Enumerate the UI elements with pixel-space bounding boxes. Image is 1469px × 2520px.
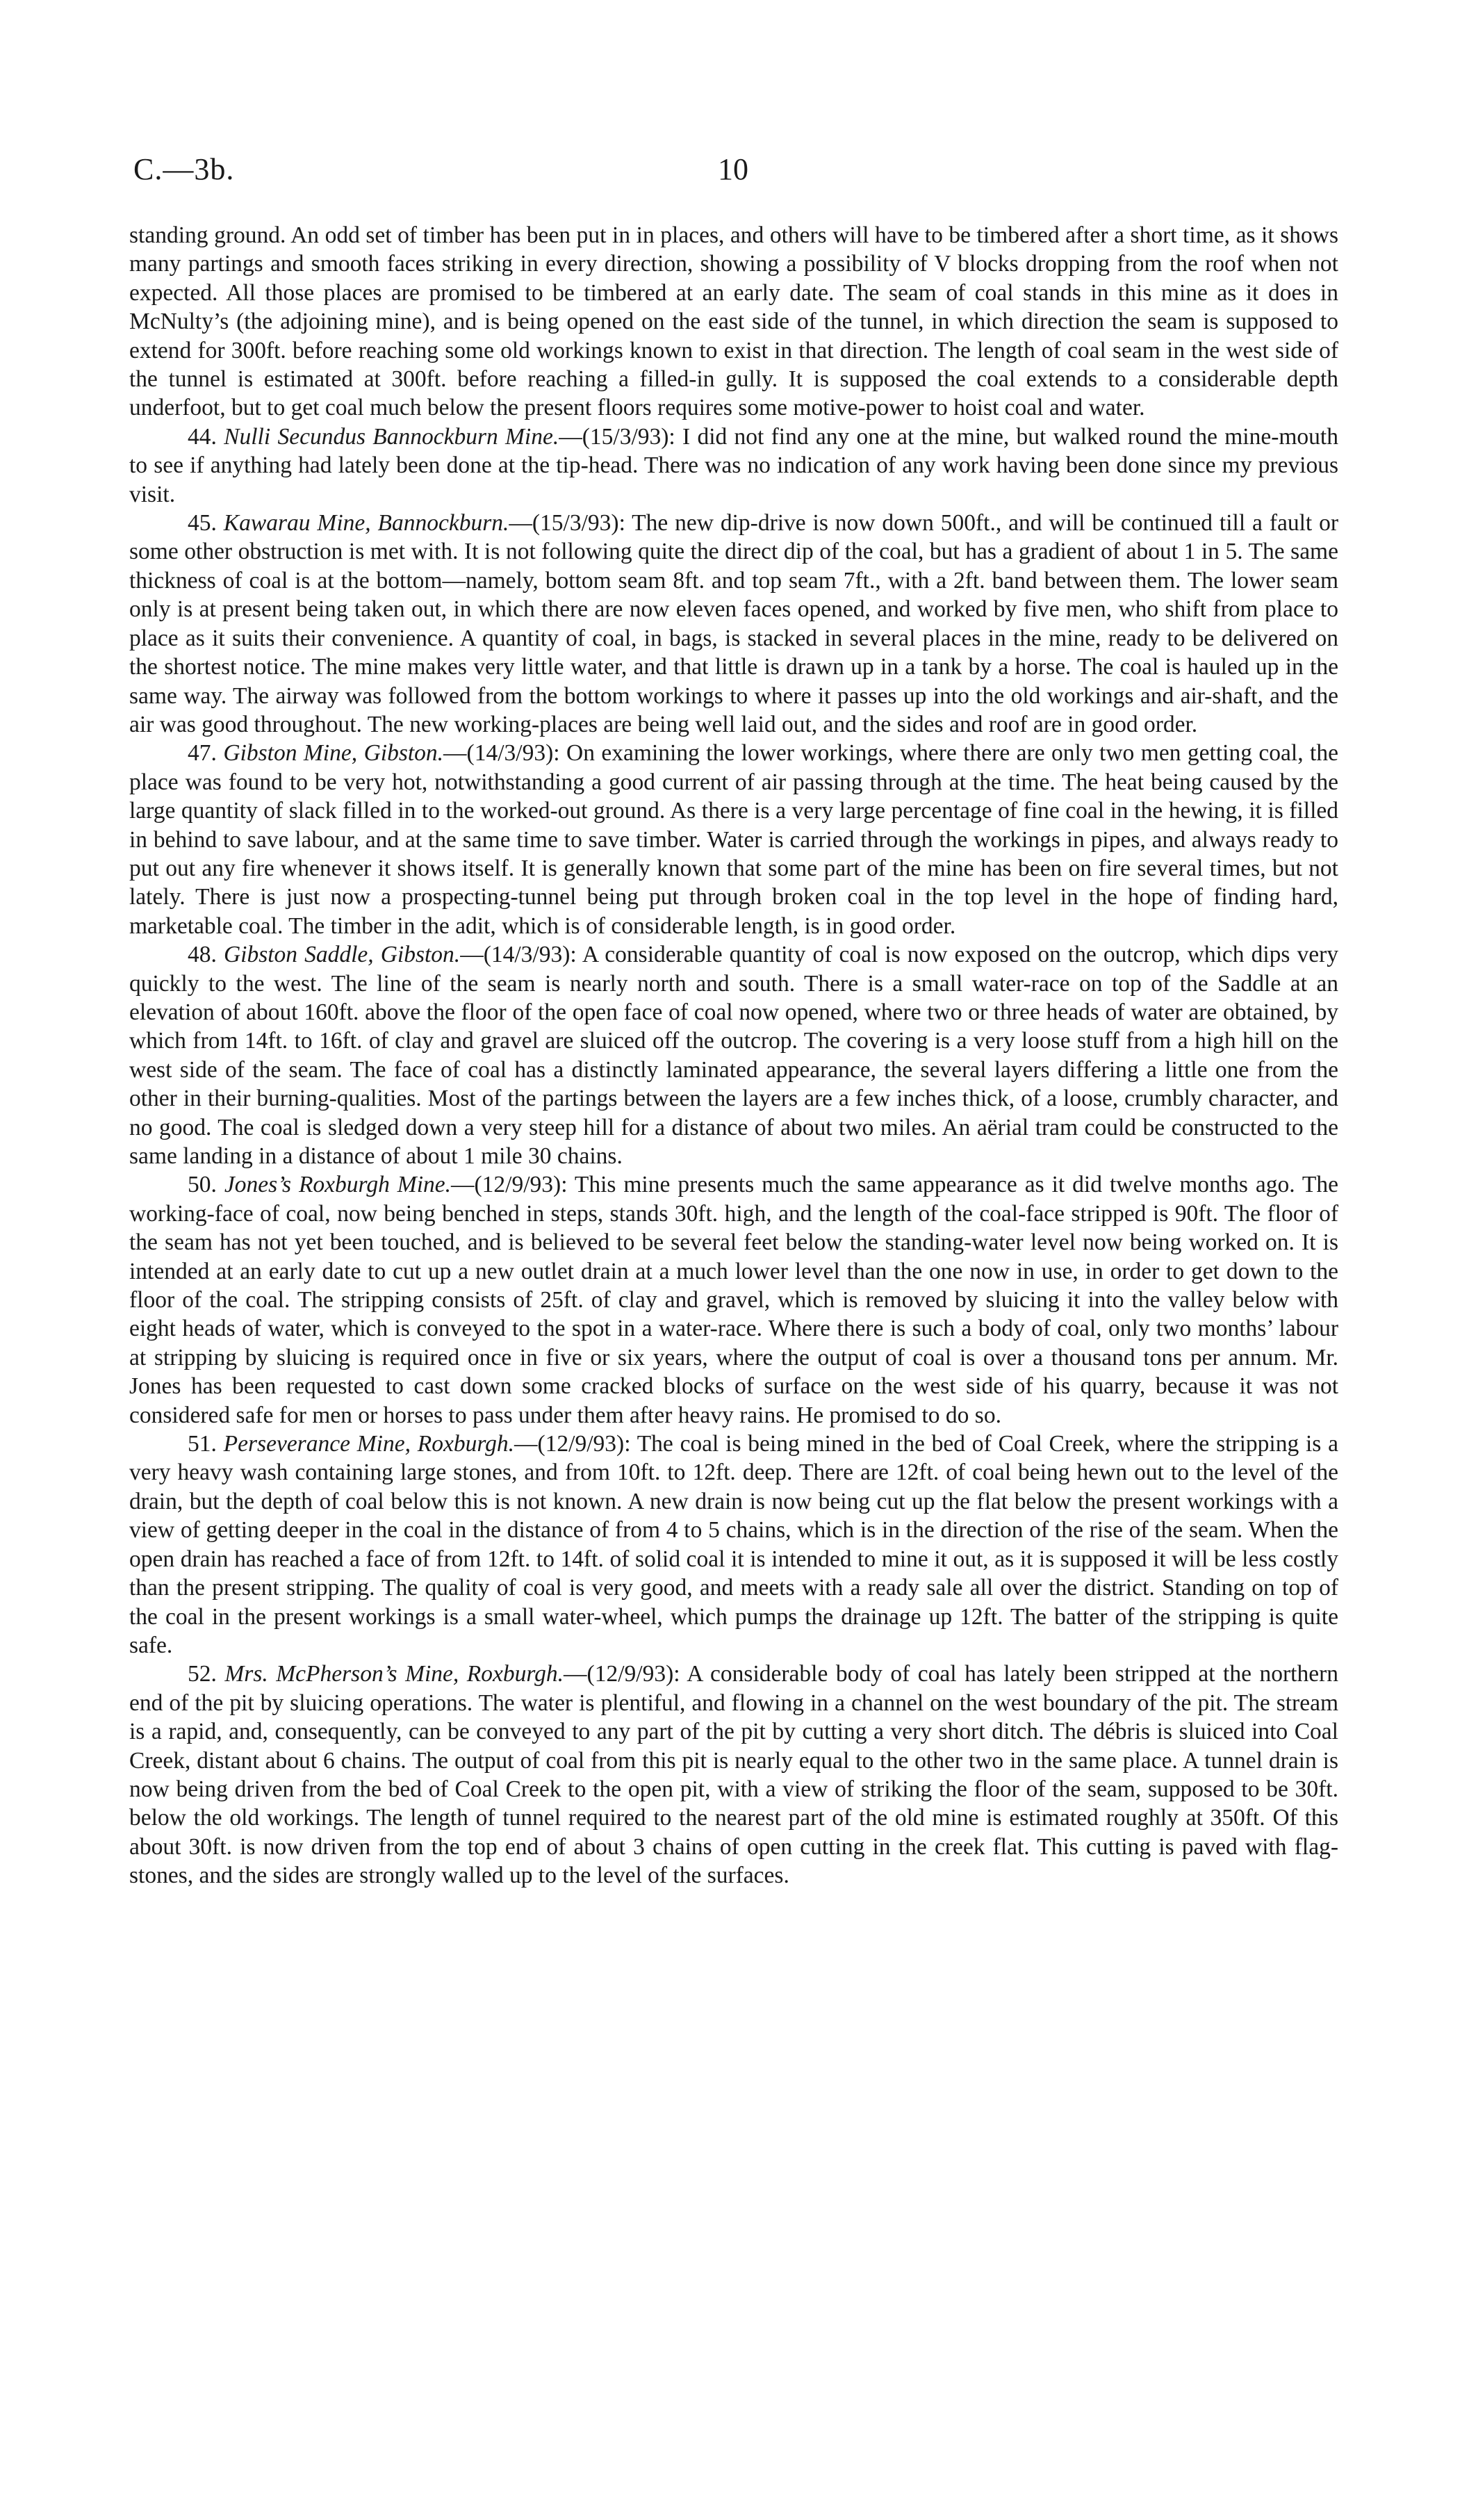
paragraph-text: standing ground. An odd set of timber has been put in in places, and others will have to be timbered after a short time, as it shows many partings and smooth faces striking in every direction, showing a possibility of V blocks dropping from the roof when not expected. All those places are promised to be timbered at an early date. The seam of coal stands in this mine as it does in McNulty’s (the adjoining mine), and is being opened on the east side of the tunnel, in which direction the seam is supposed to extend for 300ft. before reaching some old workings known to exist in that direction. The length of coal seam in the west side of the tunnel is estimated at 300ft. before reaching a filled-in gully. It is supposed the coal extends to a considerable depth underfoot, but to get coal much below the present floors requires some motive-power to hoist coal and water.: [129, 222, 1338, 421]
paragraph-number: 50.: [188, 1172, 217, 1198]
mine-name: Mrs. McPherson’s Mine, Roxburgh.: [224, 1661, 564, 1687]
page-header: [125, 152, 1341, 200]
paragraph-number: 44.: [188, 423, 217, 450]
paragraph-text: —(12/9/93): The coal is being mined in the bed of Coal Creek, where the stripping is a very heavy wash containing large stones, and from 10ft. to 12ft. deep. There are 12ft. of coal being hewn out to the level of the drain, but the depth of coal below this is not known. A new drain is now being cut up the flat below the present workings with a view of getting deeper in the coal in the distance of from 4 to 5 chains, which is in the direction of the rise of the seam. When the open drain has reached a face of from 12ft. to 14ft. of solid coal it is intended to mine it out, as it is supposed it will be less costly than the present stripping. The quality of coal is very good, and meets with a ready sale all over the district. Standing on top of the coal in the present workings is a small water-wheel, which pumps the drainage up 12ft. The batter of the stripping is quite safe.: [129, 1431, 1338, 1658]
mine-name: Jones’s Roxburgh Mine.: [224, 1172, 452, 1198]
paragraph-text: —(14/3/93): On examining the lower workings, where there are only two men getting coal, the place was found to be very hot, notwithstanding a good current of air passing through at the time. The heat being caused by the large quantity of slack filled in to the worked-out ground. As there is a very large percentage of fine coal in the hewing, it is filled in behind to save labour, and at the same time to save timber. Water is carried through the workings in pipes, and always ready to put out any fire whenever it shows itself. It is generally known that some part of the mine has been on fire several times, but not lately. There is just now a prospecting-tunnel being put through broken coal in the top level in the hope of finding hard, marketable coal. The timber in the adit, which is of considerable length, is in good order.: [129, 740, 1338, 939]
paragraph-mine-51: [129, 1430, 1338, 1660]
page-number: 10: [718, 152, 748, 186]
paragraph-mine-48: [129, 940, 1338, 1170]
mine-name: Gibston Saddle, Gibston.: [223, 942, 461, 968]
mine-name: Kawarau Mine, Bannockburn.: [223, 510, 509, 537]
paragraph-number: 52.: [188, 1661, 217, 1687]
mine-name: Nulli Secundus Bannockburn Mine.: [224, 423, 559, 450]
paragraph-mine-52: [129, 1660, 1338, 1890]
paragraph-number: 48.: [188, 942, 217, 968]
paragraph-continuation: [129, 221, 1338, 423]
paragraph-number: 51.: [188, 1431, 217, 1457]
report-body: [129, 221, 1338, 1890]
paragraph-text: —(12/9/93): This mine presents much the same appearance as it did twelve months ago. The working-face of coal, now being benched in steps, stands 30ft. high, and the length of the coal-face stripped is 90ft. The floor of the seam has not yet been touched, and is believed to be several feet below the standing-water level now being worked on. It is intended at an early date to cut up a new outlet drain at a much lower level than the one now in use, in order to get down to the floor of the coal. The stripping consists of 25ft. of clay and gravel, which is removed by sluicing it into the valley below with eight heads of water, which is conveyed to the spot in a water-race. Where there is such a body of coal, only two months’ labour at stripping by sluicing is required once in five or six years, where the output of coal is over a thousand tons per annum. Mr. Jones has been requested to cast down some cracked blocks of surface on the west side of his quarry, because it was not considered safe for men or horses to pass under them after heavy rains. He promised to do so.: [129, 1172, 1339, 1428]
paragraph-number: 47.: [188, 740, 217, 767]
paragraph-text: —(15/3/93): I did not find any one at the mine, but walked round the mine-mouth to see if anything had lately been done at the tip-head. There was no indication of any work having been done since my previous visit.: [129, 423, 1338, 507]
paragraph-text: —(15/3/93): The new dip-drive is now down 500ft., and will be continued till a fault or some other obstruction is met with. It is not following quite the direct dip of the coal, but has a gradient of about 1 in 5. The same thickness of coal is at the bottom—namely, bottom seam 8ft. and top seam 7ft., with a 2ft. band between them. The lower seam only is at present being taken out, in which there are now eleven faces opened, and worked by five men, who shift from place to place as it suits their convenience. A quantity of coal, in bags, is stacked in several places in the mine, ready to be delivered on the shortest notice. The mine makes very little water, and that little is drawn up in a tank by a horse. The coal is hauled up in the same way. The airway was followed from the bottom workings to where it passes up into the old workings and air-shaft, and the air was good throughout. The new working-places are being well laid out, and the sides and roof are in good order.: [129, 510, 1339, 737]
mine-name: Perseverance Mine, Roxburgh.: [223, 1431, 515, 1457]
document-reference: C.—3b.: [133, 152, 235, 186]
mine-name: Gibston Mine, Gibston.: [223, 740, 444, 767]
paragraph-text: —(14/3/93): A considerable quantity of coal is now exposed on the outcrop, which dips very quickly to the west. The line of the seam is nearly north and south. There is a small water-race on top of the Saddle at an elevation of about 160ft. above the floor of the open face of coal now opened, where two or three heads of water are obtained, by which from 14ft. to 16ft. of clay and gravel are sluiced off the outcrop. The covering is a very loose stuff from a high hill on the west side of the seam. The face of coal has a distinctly laminated appearance, the several layers differing a little one from the other in their burning-qualities. Most of the partings between the layers are a few inches thick, of a loose, crumbly character, and no good. The coal is sledged down a very steep hill for a distance of about two miles. An aërial tram could be constructed to the same landing in a distance of about 1 mile 30 chains.: [129, 942, 1338, 1169]
paragraph-mine-50: [129, 1170, 1338, 1430]
paragraph-mine-45: [129, 509, 1338, 739]
paragraph-mine-47: [129, 739, 1338, 940]
paragraph-text: —(12/9/93): A considerable body of coal has lately been stripped at the northern end of the pit by sluicing operations. The water is plentiful, and flowing in a channel on the west boundary of the pit. The stream is a rapid, and, consequently, can be conveyed to any part of the pit by cutting a very short ditch. The débris is sluiced into Coal Creek, distant about 6 chains. The output of coal from this pit is nearly equal to the other two in the same place. A tunnel drain is now being driven from the bed of Coal Creek to the open pit, with a view of striking the floor of the seam, supposed to be 30ft. below the old workings. The length of tunnel required to the nearest part of the old mine is estimated roughly at 350ft. Of this about 30ft. is now driven from the top end of about 3 chains of open cutting in the creek flat. This cutting is paved with flag-stones, and the sides are strongly walled up to the level of the surfaces.: [129, 1661, 1338, 1889]
paragraph-mine-44: [129, 423, 1338, 509]
paragraph-number: 45.: [188, 510, 217, 537]
